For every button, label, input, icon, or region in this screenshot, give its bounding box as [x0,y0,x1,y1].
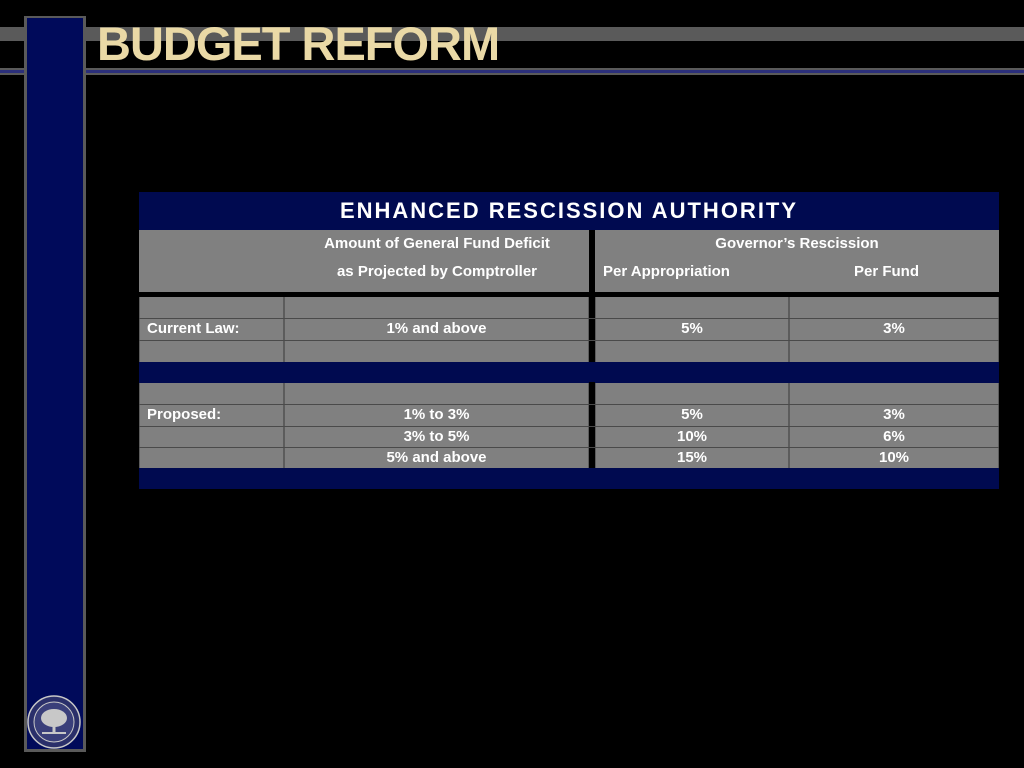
slide-title: BUDGET REFORM [97,17,500,70]
row-line [139,318,999,319]
row-line [139,426,999,427]
proposed-row-1-per-appropriation: 5% [595,405,789,426]
proposed-spacer-appr [595,383,789,404]
rescission-table [139,192,999,489]
header-deficit-line1: Amount of General Fund Deficit [324,235,550,252]
proposed-spacer-label [139,383,284,404]
current-spacer2-label [139,341,284,362]
current-law-label: Current Law: [139,319,284,340]
proposed-row-1-deficit: 1% to 3% [284,405,589,426]
table-title: ENHANCED RESCISSION AUTHORITY [339,198,799,223]
section-separator [139,362,999,382]
proposed-spacer-deficit [284,383,589,404]
proposed-row-2-per-fund: 6% [789,427,999,448]
row-line [139,340,999,341]
header-per-fund: Per Fund [854,263,920,280]
row-line [139,447,999,448]
header-deficit-line2: as Projected by Comptroller [336,263,538,280]
comptroller-seal-icon [26,694,82,750]
header-governor [595,230,999,292]
left-accent-bar-fill [27,18,83,749]
current-spacer-fund [789,297,999,318]
current-spacer2-appr [595,341,789,362]
proposed-row-3-deficit: 5% and above [284,448,589,468]
proposed-row-2-per-appropriation: 10% [595,427,789,448]
row-line [139,404,999,405]
current-law-per-appropriation: 5% [595,319,789,340]
header-per-appropriation: Per Appropriation [603,263,730,280]
header-deficit [285,230,589,292]
proposed-spacer-fund [789,383,999,404]
header-governor-title: Governor’s Rescission [715,235,879,252]
separator-divider [589,362,595,382]
proposed-label: Proposed: [139,405,284,426]
proposed-row-3-per-fund: 10% [789,448,999,468]
current-spacer2-deficit [284,341,589,362]
proposed-row-3-per-appropriation: 15% [595,448,789,468]
header-empty-cell [139,230,285,292]
proposed-row-2-deficit: 3% to 5% [284,427,589,448]
current-spacer-appr [595,297,789,318]
proposed-row-2-label [139,427,284,448]
current-law-deficit: 1% and above [284,319,589,340]
proposed-row-1-per-fund: 3% [789,405,999,426]
current-spacer2-fund [789,341,999,362]
current-law-per-fund: 3% [789,319,999,340]
proposed-row-3-label [139,448,284,468]
current-spacer-label [139,297,284,318]
current-spacer-deficit [284,297,589,318]
header-divider [589,230,595,292]
